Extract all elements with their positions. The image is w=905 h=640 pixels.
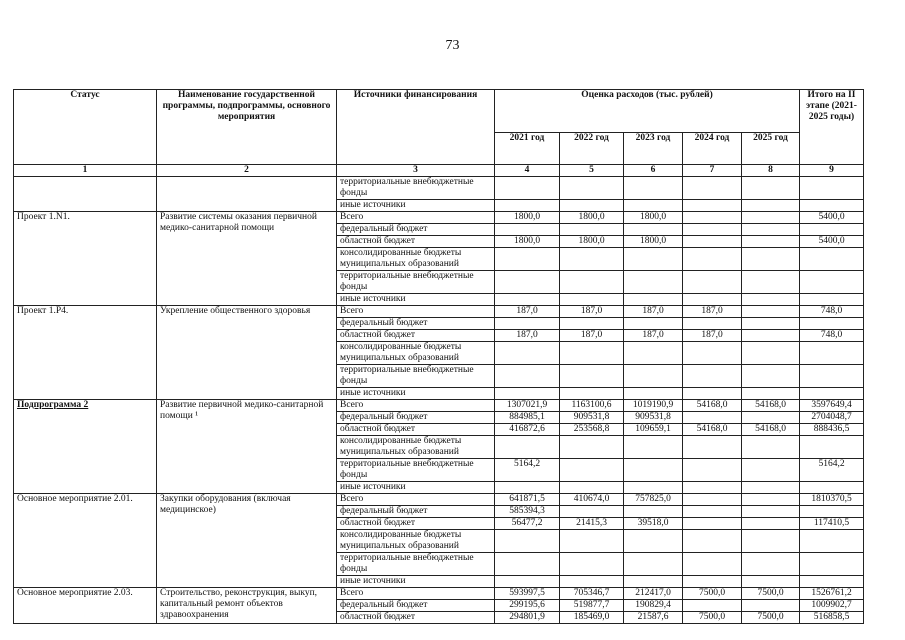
year-value [683,224,742,236]
year-value [560,576,624,588]
column-number: 9 [800,165,864,177]
year-value: 519877,7 [560,600,624,612]
year-value [683,365,742,388]
year-value [624,200,683,212]
header-year: 2021 год [495,133,560,165]
year-value: 54168,0 [742,424,800,436]
year-value [560,482,624,494]
year-value [683,388,742,400]
year-value [683,342,742,365]
program-name-cell: Развитие системы оказания первичной медико-санитарной помощи [157,212,337,306]
page-number: 73 [445,38,460,53]
total-value: 3597649,4 [800,400,864,412]
year-value [495,294,560,306]
year-value [683,553,742,576]
funding-source: территориальные внебюджетные фонды [337,271,495,294]
year-value [683,482,742,494]
year-value [683,236,742,248]
table-row [14,494,864,506]
year-value: 21415,3 [560,518,624,530]
total-value [800,200,864,212]
header-year: 2023 год [624,133,683,165]
year-value: 294801,9 [495,612,560,624]
total-value [800,553,864,576]
year-value [742,342,800,365]
program-name-cell: Закупки оборудования (включая медицинское) [157,494,337,588]
column-number: 1 [14,165,157,177]
year-value [560,506,624,518]
total-value: 5164,2 [800,459,864,482]
total-value [800,271,864,294]
year-value: 190829,4 [624,600,683,612]
year-value [624,482,683,494]
year-value: 54168,0 [683,424,742,436]
status-cell: Основное мероприятие 2.03. [14,588,157,624]
total-value [800,436,864,459]
year-value: 109659,1 [624,424,683,436]
year-value [624,553,683,576]
total-value: 516858,5 [800,612,864,624]
year-value [742,412,800,424]
year-value [742,294,800,306]
year-value [624,224,683,236]
year-value [624,388,683,400]
name-cell [157,177,337,212]
year-value: 585394,3 [495,506,560,518]
funding-source: консолидированные бюджеты муниципальных образований [337,342,495,365]
year-value [495,388,560,400]
program-name-cell: Строительство, реконструкция, выкуп, капитальный ремонт объектов здравоохранения [157,588,337,624]
year-value: 187,0 [560,330,624,342]
total-value: 2704048,7 [800,412,864,424]
year-value [560,388,624,400]
year-value [683,271,742,294]
funding-source: иные источники [337,200,495,212]
funding-source: Всего [337,212,495,224]
total-value: 1810370,5 [800,494,864,506]
total-value: 5400,0 [800,236,864,248]
year-value [495,576,560,588]
program-name-cell: Развитие первичной медико-санитарной помощи ¹ [157,400,337,494]
year-value: 641871,5 [495,494,560,506]
funding-source: федеральный бюджет [337,600,495,612]
funding-source: областной бюджет [337,330,495,342]
funding-source: иные источники [337,482,495,494]
year-value [624,294,683,306]
year-value: 1307021,9 [495,400,560,412]
header-estimate: Оценка расходов (тыс. рублей) [495,90,800,133]
year-value: 187,0 [624,330,683,342]
funding-source: областной бюджет [337,612,495,624]
year-value [495,482,560,494]
year-value [495,365,560,388]
year-value [742,224,800,236]
column-number: 8 [742,165,800,177]
header-year: 2025 год [742,133,800,165]
year-value [495,248,560,271]
year-value: 253568,8 [560,424,624,436]
year-value: 705346,7 [560,588,624,600]
funding-source: федеральный бюджет [337,506,495,518]
year-value [624,436,683,459]
year-value [495,436,560,459]
year-value [560,271,624,294]
status-cell [14,177,157,212]
year-value [742,530,800,553]
funding-source: иные источники [337,294,495,306]
total-value [800,294,864,306]
year-value [495,224,560,236]
year-value: 1800,0 [560,212,624,224]
year-value [742,553,800,576]
header-year: 2024 год [683,133,742,165]
table-row [14,588,864,600]
total-value: 748,0 [800,306,864,318]
year-value: 187,0 [624,306,683,318]
year-value [624,318,683,330]
funding-source: территориальные внебюджетные фонды [337,459,495,482]
funding-source: Всего [337,400,495,412]
year-value [742,436,800,459]
year-value [624,459,683,482]
total-value: 888436,5 [800,424,864,436]
year-value: 1019190,9 [624,400,683,412]
year-value [683,506,742,518]
total-value [800,365,864,388]
total-value [800,576,864,588]
year-value: 7500,0 [742,588,800,600]
year-value [742,494,800,506]
total-value [800,482,864,494]
year-value [742,248,800,271]
total-value [800,506,864,518]
year-value [560,177,624,200]
funding-source: консолидированные бюджеты муниципальных образований [337,530,495,553]
year-value: 39518,0 [624,518,683,530]
year-value [742,200,800,212]
year-value: 187,0 [560,306,624,318]
funding-source: территориальные внебюджетные фонды [337,365,495,388]
year-value: 7500,0 [683,588,742,600]
year-value [560,224,624,236]
year-value: 1800,0 [624,236,683,248]
year-value [683,200,742,212]
column-number: 3 [337,165,495,177]
year-value [683,318,742,330]
funding-source: Всего [337,306,495,318]
status-cell: Подпрограмма 2 [14,400,157,494]
header-name: Наименование государственной программы, подпрограммы, основного мероприятия [157,90,337,165]
program-name-cell: Укрепление общественного здоровья [157,306,337,400]
funding-source: Всего [337,494,495,506]
total-value: 117410,5 [800,518,864,530]
year-value [742,482,800,494]
year-value: 212417,0 [624,588,683,600]
funding-source: консолидированные бюджеты муниципальных образований [337,248,495,271]
total-value [800,318,864,330]
year-value: 5164,2 [495,459,560,482]
year-value: 187,0 [683,330,742,342]
year-value [742,600,800,612]
year-value [742,318,800,330]
year-value [560,318,624,330]
year-value [683,530,742,553]
year-value: 884985,1 [495,412,560,424]
year-value [624,530,683,553]
table-body [14,90,864,624]
year-value [683,518,742,530]
funding-source: федеральный бюджет [337,318,495,330]
year-value [742,506,800,518]
year-value [624,506,683,518]
year-value [624,365,683,388]
year-value: 7500,0 [683,612,742,624]
year-value: 7500,0 [742,612,800,624]
year-value [742,271,800,294]
year-value [683,576,742,588]
year-value: 1163100,6 [560,400,624,412]
year-value [742,388,800,400]
year-value: 593997,5 [495,588,560,600]
year-value [683,177,742,200]
total-value: 1009902,7 [800,600,864,612]
total-value [800,530,864,553]
year-value [683,436,742,459]
year-value [560,436,624,459]
year-value [683,459,742,482]
year-value: 909531,8 [624,412,683,424]
year-value: 187,0 [495,306,560,318]
year-value: 185469,0 [560,612,624,624]
year-value: 56477,2 [495,518,560,530]
year-value [560,365,624,388]
year-value [560,294,624,306]
year-value [742,459,800,482]
funding-source: консолидированные бюджеты муниципальных образований [337,436,495,459]
status-cell: Проект 1.N1. [14,212,157,306]
year-value [560,248,624,271]
year-value: 1800,0 [495,212,560,224]
year-value [742,212,800,224]
year-value [683,212,742,224]
year-value [683,494,742,506]
year-value [742,236,800,248]
year-value [683,294,742,306]
total-value: 5400,0 [800,212,864,224]
table-row [14,212,864,224]
table-row [14,306,864,318]
year-value: 21587,6 [624,612,683,624]
year-value: 757825,0 [624,494,683,506]
year-value: 410674,0 [560,494,624,506]
year-value [624,177,683,200]
year-value [560,459,624,482]
funding-source: областной бюджет [337,518,495,530]
year-value [624,576,683,588]
year-value [683,412,742,424]
year-value [495,271,560,294]
year-value [742,518,800,530]
funding-source: иные источники [337,388,495,400]
year-value [742,330,800,342]
budget-table [13,89,864,624]
year-value: 299195,6 [495,600,560,612]
header-sources: Источники финансирования [337,90,495,165]
table-row [14,400,864,412]
table-row [14,177,864,200]
total-value [800,177,864,200]
year-value [742,177,800,200]
funding-source: областной бюджет [337,236,495,248]
year-value: 1800,0 [624,212,683,224]
funding-source: Всего [337,588,495,600]
status-cell: Проект 1.P4. [14,306,157,400]
funding-source: областной бюджет [337,424,495,436]
year-value [683,600,742,612]
total-value [800,342,864,365]
header-total: Итого на II этапе (2021-2025 годы) [800,90,864,165]
total-value [800,224,864,236]
year-value [495,200,560,212]
total-value [800,388,864,400]
year-value [742,576,800,588]
header-year: 2022 год [560,133,624,165]
year-value [560,200,624,212]
column-number: 6 [624,165,683,177]
funding-source: федеральный бюджет [337,412,495,424]
total-value: 748,0 [800,330,864,342]
year-value: 416872,6 [495,424,560,436]
column-number: 5 [560,165,624,177]
year-value: 1800,0 [560,236,624,248]
total-value [800,248,864,271]
year-value [624,248,683,271]
year-value: 1800,0 [495,236,560,248]
year-value [495,342,560,365]
column-number: 2 [157,165,337,177]
funding-source: территориальные внебюджетные фонды [337,177,495,200]
column-number-row [14,165,864,177]
year-value [495,530,560,553]
funding-source: иные источники [337,576,495,588]
year-value [495,318,560,330]
total-value: 1526761,2 [800,588,864,600]
year-value: 54168,0 [683,400,742,412]
year-value: 187,0 [683,306,742,318]
year-value [624,271,683,294]
header-status: Статус [14,90,157,165]
year-value [624,342,683,365]
year-value [742,306,800,318]
header-row [14,90,864,133]
year-value [495,553,560,576]
funding-source: территориальные внебюджетные фонды [337,553,495,576]
year-value [495,177,560,200]
year-value [742,365,800,388]
year-value: 54168,0 [742,400,800,412]
year-value: 909531,8 [560,412,624,424]
column-number: 4 [495,165,560,177]
status-cell: Основное мероприятие 2.01. [14,494,157,588]
year-value [560,342,624,365]
column-number: 7 [683,165,742,177]
funding-source: федеральный бюджет [337,224,495,236]
year-value [560,553,624,576]
year-value [683,248,742,271]
year-value [560,530,624,553]
year-value: 187,0 [495,330,560,342]
